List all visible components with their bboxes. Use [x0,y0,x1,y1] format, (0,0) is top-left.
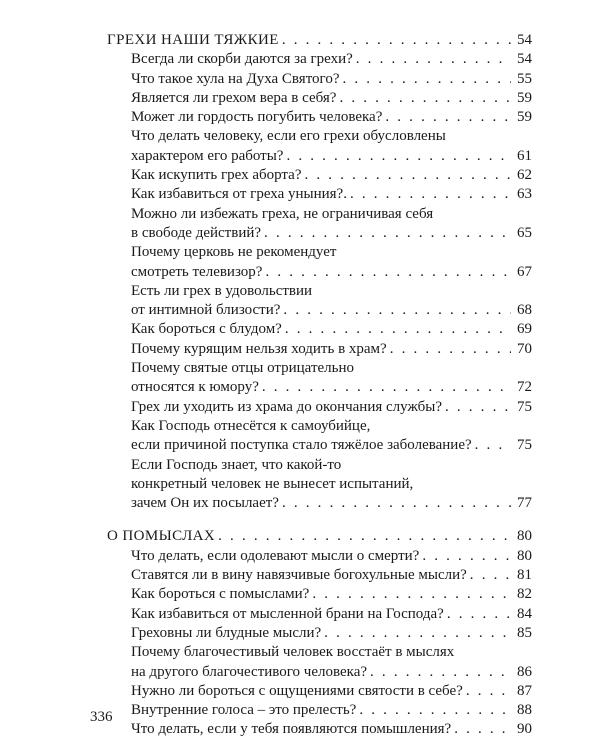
toc-entry-row-page: 63 [517,186,532,203]
toc-entry-row[interactable] [107,682,532,701]
toc-entry-row-leader-dots [282,494,511,513]
toc-entry-row-page: 67 [517,263,532,280]
toc-entry-row-leader-dots [324,624,511,643]
toc-entry-row-title: Как бороться с блудом? [131,321,282,338]
toc-entry-row-title: Может ли гордость погубить человека? [131,109,383,126]
toc-entry-line: Что делать человеку, если его грехи обусловлены [131,128,446,145]
toc-entry [107,398,532,417]
toc-entry-row[interactable] [107,340,532,359]
toc-entry-row-leader-dots [283,301,511,320]
section-heading-title: ГРЕХИ НАШИ ТЯЖКИЕ [107,32,279,48]
toc-entry-row-leader-dots [390,340,511,359]
toc-entry-row[interactable] [107,398,532,417]
toc-entry [107,643,532,682]
toc-entry-row-title: смотреть телевизор? [131,263,263,280]
toc-entry-row[interactable] [107,585,532,604]
toc-entry-row-leader-dots [339,89,511,108]
toc-entry-row-title: Как бороться с помыслами? [131,586,310,603]
toc-entry-row[interactable] [107,185,532,204]
toc-entry-row-page: 81 [517,567,532,584]
toc-entry-row[interactable] [107,50,532,69]
table-of-contents [107,31,532,740]
section-gap [107,513,532,520]
toc-entry-row-page: 84 [517,605,532,622]
toc-entry-row-page: 59 [517,109,532,126]
toc-entry-row[interactable] [107,320,532,339]
toc-entry-row[interactable] [107,720,532,739]
toc-entry-row-leader-dots [454,720,511,739]
toc-entry [107,166,532,185]
toc-entry [107,243,532,282]
toc-entry-row[interactable] [107,494,532,513]
toc-entry-row-title: если причиной поступка стало тяжёлое заболевание? [131,437,472,454]
toc-entry-row-title: в свободе действий? [131,224,262,241]
toc-entry-row[interactable] [107,147,532,166]
toc-entry-row-title: характером его работы? [131,147,284,164]
toc-entry-row-page: 75 [517,398,532,415]
toc-entry [107,320,532,339]
toc-entry-row-page: 77 [517,495,532,512]
toc-entry-row-page: 70 [517,340,532,357]
toc-entry-line: Можно ли избежать греха, не ограничивая себя [131,205,434,222]
toc-entry-row-page: 88 [517,702,532,719]
toc-entry [107,701,532,720]
page-number: 336 [90,709,113,725]
toc-entry-row-title: Внутренние голоса – это прелесть? [131,702,357,719]
section-heading-leader-dots [218,527,511,546]
toc-entry-row[interactable] [107,70,532,89]
toc-entry-row-title: на другого благочестивого человека? [131,663,368,680]
toc-entry-row-title: относятся к юмору? [131,379,259,396]
toc-entry-row-title: Как избавиться от греха уныния?. [131,186,347,203]
toc-entry-row-page: 80 [517,547,532,564]
toc-entry-row[interactable] [107,166,532,185]
toc-entry-row-leader-dots [385,108,511,127]
section-heading-page: 54 [517,32,532,48]
toc-entry-row-leader-dots [264,224,511,243]
toc-entry [107,282,532,321]
toc-entry-row-title: Ставятся ли в вину навязчивые богохульные мысли? [131,567,467,584]
toc-entry-row-title: Почему курящим нельзя ходить в храм? [131,340,387,357]
toc-entry [107,205,532,244]
toc-entry-row-page: 72 [517,379,532,396]
section-gap [107,520,532,527]
toc-entry-row-page: 59 [517,89,532,106]
toc-entry-row-leader-dots [265,263,511,282]
toc-entry [107,585,532,604]
toc-entry [107,624,532,643]
toc-entry-row[interactable] [107,624,532,643]
toc-entry-row-leader-dots [304,166,511,185]
section-heading-leader-dots [282,31,511,50]
toc-entry-row-title: Что такое хула на Духа Святого? [131,70,340,87]
section-heading[interactable] [107,31,532,50]
toc-entry-row-page: 75 [517,437,532,454]
toc-entry-row-leader-dots [262,378,511,397]
toc-entry [107,50,532,69]
toc-entry [107,108,532,127]
toc-entry-row-leader-dots [447,605,511,624]
toc-entry-row-leader-dots [356,50,511,69]
toc-entry-line: Почему церковь не рекомендует [131,244,337,261]
toc-entry-row[interactable] [107,566,532,585]
toc-entry-row-page: 55 [517,70,532,87]
toc-entry [107,605,532,624]
toc-entry [107,566,532,585]
toc-entry-row-leader-dots [422,547,511,566]
toc-entry-line: Почему благочестивый человек восстаёт в мыслях [131,644,455,661]
toc-entry-row-page: 87 [517,682,532,699]
toc-entry-row-page: 61 [517,147,532,164]
toc-entry-row[interactable] [107,301,532,320]
toc-entry-row-leader-dots [445,398,511,417]
toc-entry-row-title: Как искупить грех аборта? [131,167,302,184]
toc-entry-row-title: Что делать, если одолевают мысли о смерти? [131,547,420,564]
toc-entry-row-leader-dots [470,566,511,585]
toc-entry-row-title: Греховны ли блудные мысли? [131,624,322,641]
toc-entry-line: Если Господь знает, что какой-то [131,456,342,473]
section-heading-page: 80 [517,528,532,545]
toc-entry-row[interactable] [107,701,532,720]
toc-entry-row-title: зачем Он их посылает? [131,495,279,512]
toc-entry-row-leader-dots [286,147,511,166]
toc-entry-row-page: 65 [517,224,532,241]
toc-entry-row-page: 68 [517,302,532,319]
toc-entry-row-title: Является ли грехом вера в себя? [131,89,337,106]
toc-entry-row-title: Что делать, если у тебя появляются помышления? [131,721,452,738]
toc-entry-row[interactable] [107,605,532,624]
toc-entry-row-leader-dots [312,585,511,604]
toc-entry-row[interactable] [107,108,532,127]
toc-entry [107,417,532,456]
toc-entry-row[interactable] [107,547,532,566]
toc-entry [107,682,532,701]
toc-entry-row-page: 62 [517,167,532,184]
toc-entry-line: конкретный человек не вынесет испытаний, [131,475,414,492]
toc-entry-row-title: Нужно ли бороться с ощущениями святости в себе? [131,682,463,699]
section-heading[interactable] [107,527,532,546]
toc-entry [107,185,532,204]
toc-entry-line: Почему святые отцы отрицательно [131,360,355,377]
section-heading-title: О ПОМЫСЛАХ [107,528,216,545]
toc-entry [107,127,532,166]
toc-entry-row-leader-dots [475,436,511,455]
toc-entry-row-page: 86 [517,663,532,680]
toc-entry-row-page: 82 [517,586,532,603]
toc-entry-row[interactable] [107,436,532,455]
toc-entry [107,720,532,739]
toc-entry-row-title: Грех ли уходить из храма до окончания службы? [131,398,442,415]
toc-entry-row[interactable] [107,378,532,397]
toc-entry-row-page: 69 [517,321,532,338]
toc-entry-line: Есть ли грех в удовольствии [131,282,313,299]
toc-entry-row[interactable] [107,224,532,243]
toc-entry-row-title: Как избавиться от мысленной брани на Господа? [131,605,444,622]
toc-entry [107,340,532,359]
toc-entry-row[interactable] [107,663,532,682]
toc-entry-row-page: 90 [517,721,532,738]
toc-entry-line: Как Господь отнесётся к самоубийце, [131,417,371,434]
toc-entry-row[interactable] [107,89,532,108]
toc-entry-row-title: от интимной близости? [131,302,281,319]
toc-entry [107,359,532,398]
toc-entry [107,89,532,108]
toc-entry-row-leader-dots [466,682,511,701]
toc-entry-row-page: 54 [517,51,532,68]
toc-entry-row-title: Всегда ли скорби даются за грехи? [131,51,353,68]
toc-entry-row-leader-dots [343,70,512,89]
toc-entry-row-leader-dots [350,185,511,204]
toc-entry-row-page: 85 [517,624,532,641]
toc-entry-row[interactable] [107,263,532,282]
toc-entry-row-leader-dots [359,701,511,720]
toc-entry [107,547,532,566]
toc-entry [107,456,532,514]
toc-entry-row-leader-dots [370,663,511,682]
toc-entry [107,70,532,89]
toc-entry-row-leader-dots [285,320,511,339]
